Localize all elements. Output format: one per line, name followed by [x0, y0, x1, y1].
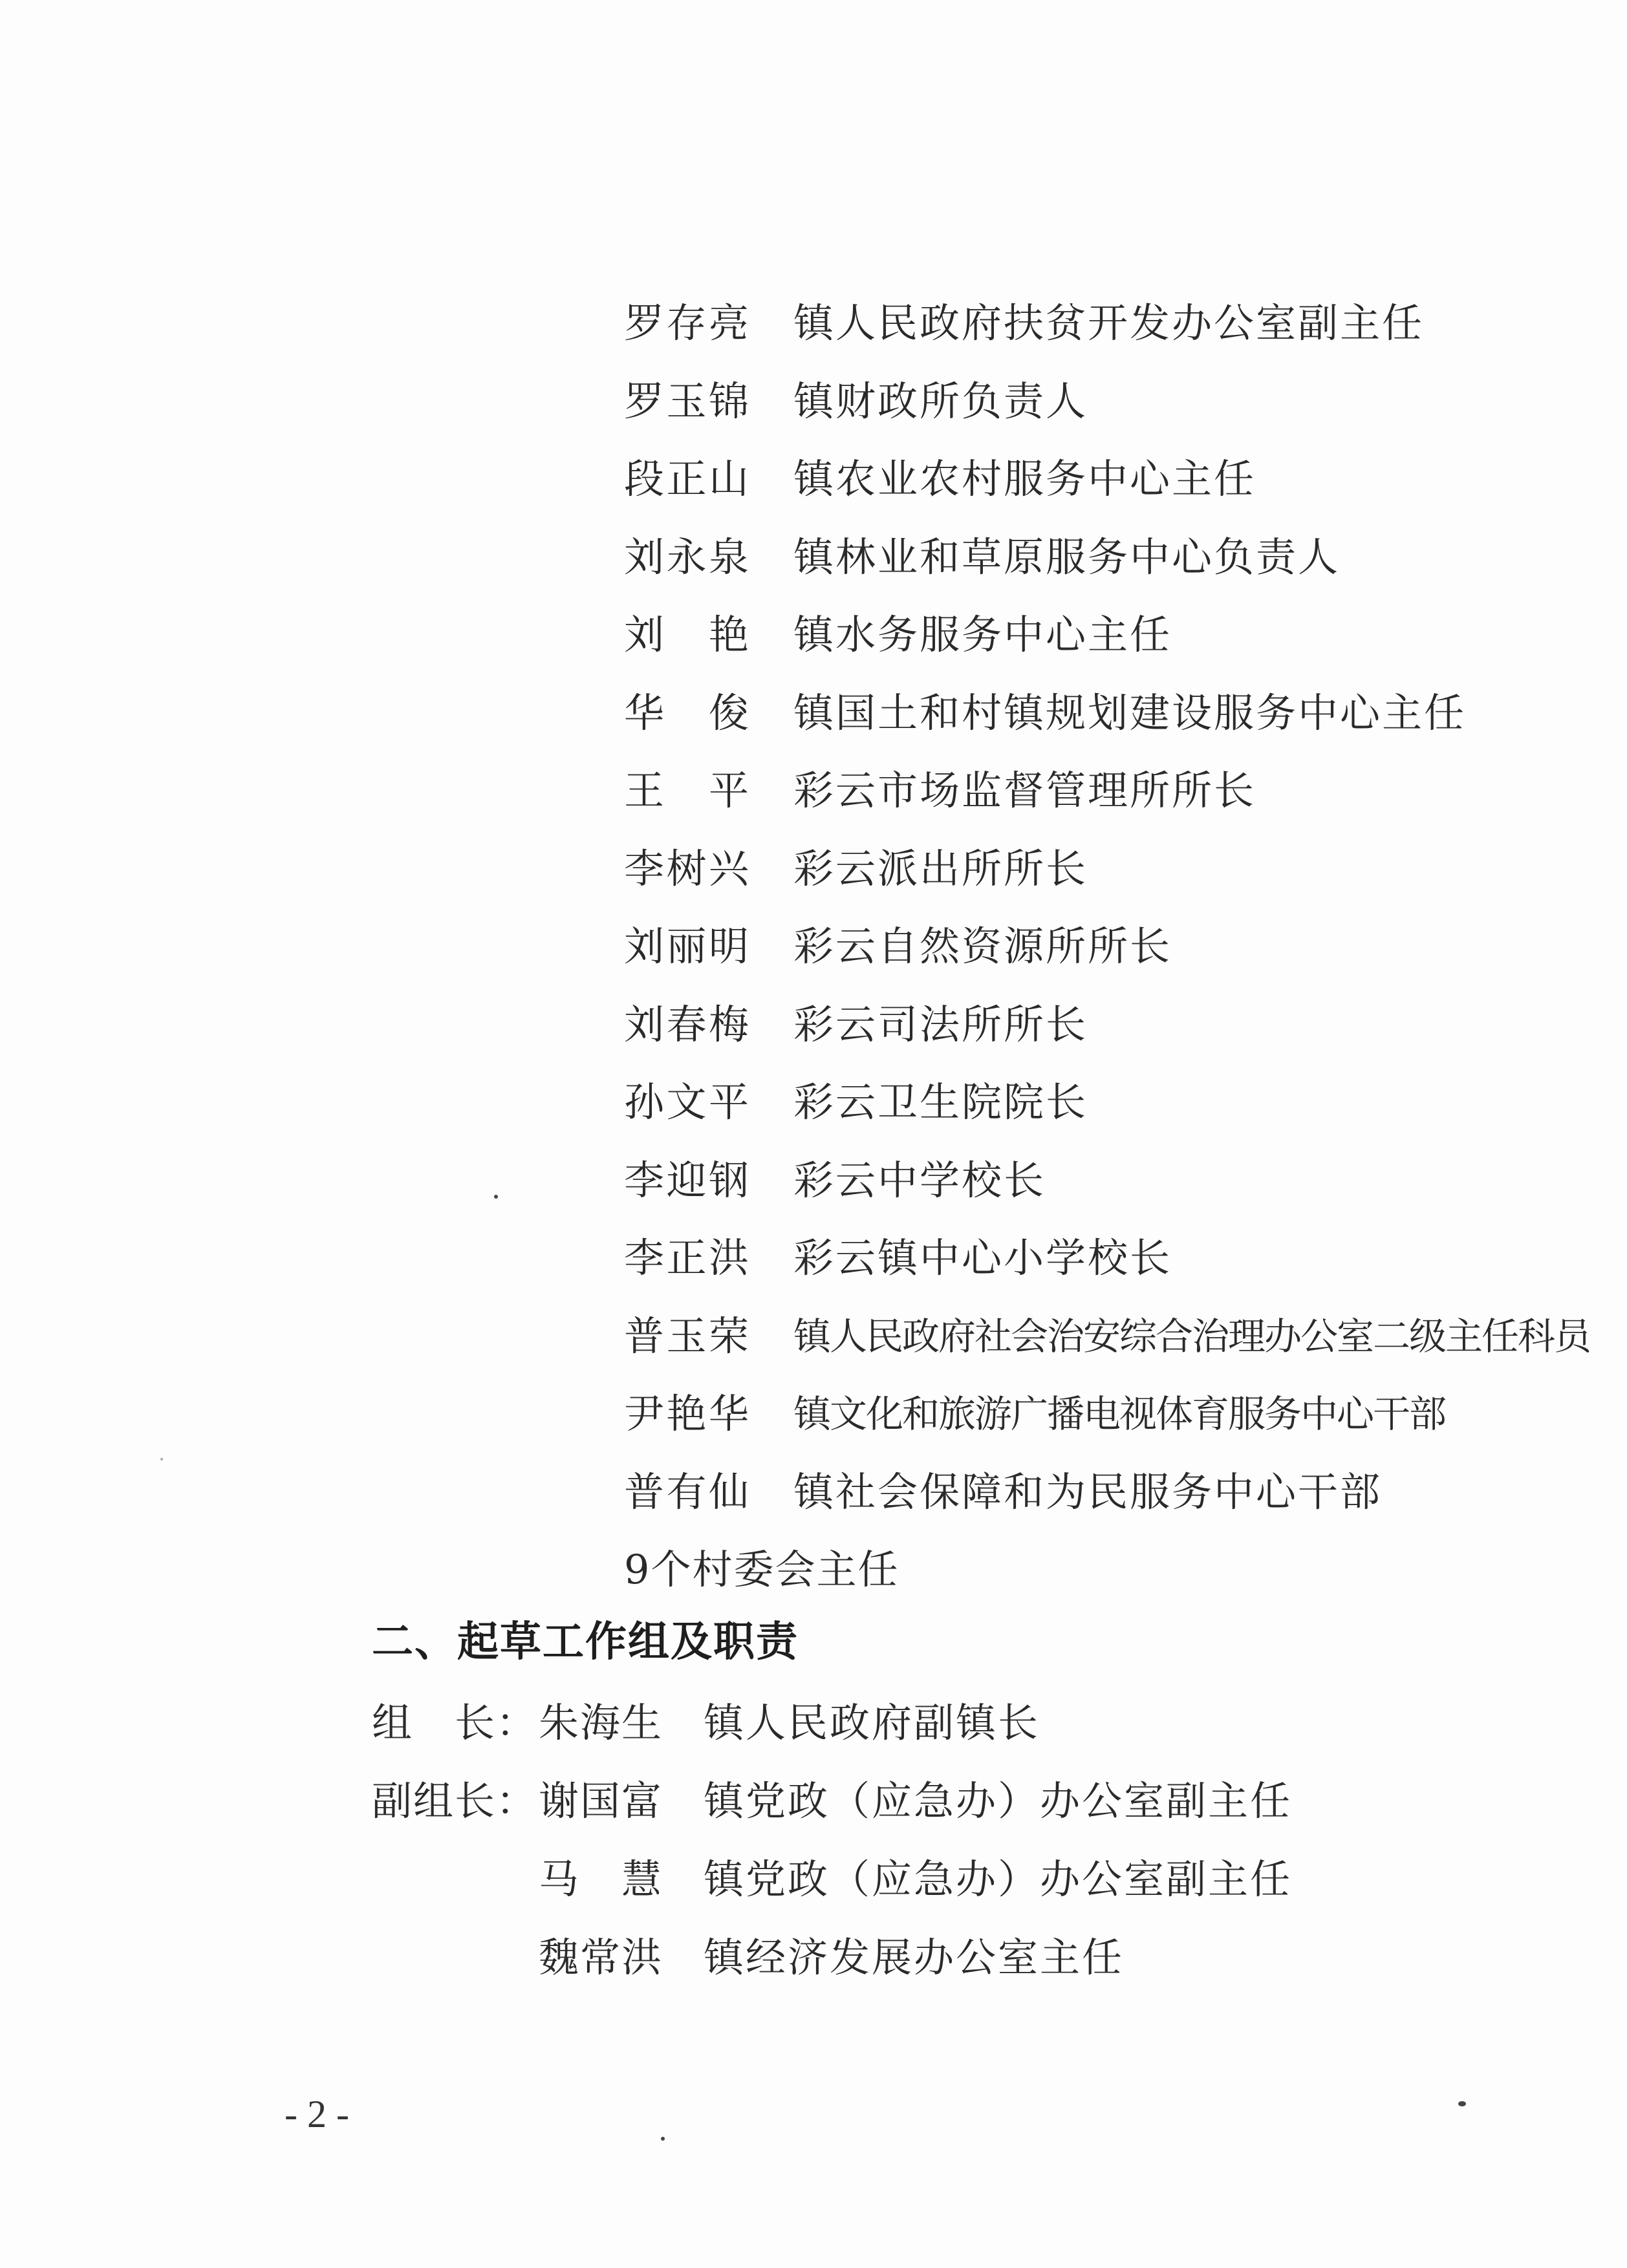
list-item	[624, 830, 1542, 908]
member-role: 镇社会保障和为民服务中心干部	[793, 1468, 1383, 1515]
member-role: 镇人民政府扶贫开发办公室副主任	[793, 299, 1425, 347]
page-number: - 2 -	[285, 2093, 349, 2135]
list-item	[624, 752, 1542, 830]
list-item	[624, 596, 1542, 674]
section-heading: 二、起草工作组及职责	[372, 1618, 799, 1666]
member-role: 镇人民政府社会治安综合治理办公室二级主任科员	[793, 1314, 1591, 1358]
member-role: 彩云市场监督管理所所长	[793, 767, 1256, 814]
list-item	[624, 440, 1542, 519]
list-item	[624, 986, 1542, 1064]
member-role: 彩云自然资源所所长	[793, 923, 1172, 970]
deputy-title: 副组长：	[372, 1777, 538, 1824]
member-role: 镇农业农村服务中心主任	[793, 455, 1256, 502]
list-item	[624, 1064, 1542, 1142]
member-name: 刘 艳	[624, 611, 750, 658]
deputy-name: 马 慧	[539, 1856, 663, 1903]
list-item	[624, 284, 1542, 363]
list-item	[624, 1298, 1591, 1376]
member-role: 彩云镇中心小学校长	[793, 1234, 1172, 1281]
member-name: 刘春梅	[624, 1000, 750, 1048]
member-name: 普有仙	[624, 1468, 750, 1515]
member-role: 镇财政所负责人	[793, 377, 1088, 425]
member-name: 李正洪	[624, 1234, 750, 1281]
list-item	[624, 1219, 1542, 1298]
scan-speck	[661, 2137, 665, 2141]
deputy-role: 镇经济发展办公室主任	[704, 1934, 1125, 1981]
list-item	[624, 519, 1542, 597]
list-item	[624, 1453, 1542, 1532]
group-deputy-row	[372, 1841, 1536, 1919]
list-item	[624, 363, 1542, 441]
village-note-row	[624, 1531, 1542, 1609]
member-name: 王 平	[624, 767, 750, 814]
scan-speck	[1458, 2101, 1466, 2106]
member-role: 彩云中学校长	[793, 1156, 1046, 1204]
member-role: 镇林业和草原服务中心负责人	[793, 533, 1341, 581]
member-name: 尹艳华	[624, 1390, 750, 1437]
leader-title: 组 长：	[372, 1699, 538, 1746]
member-role: 镇水务服务中心主任	[793, 611, 1172, 658]
group-deputy-row	[372, 1919, 1536, 1997]
member-role: 镇文化和旅游广播电视体育服务中心干部	[793, 1392, 1446, 1436]
group-leader-row	[372, 1684, 1536, 1762]
deputy-name: 魏常洪	[539, 1934, 663, 1981]
scan-speck	[160, 1458, 163, 1460]
member-role: 彩云卫生院院长	[793, 1078, 1088, 1126]
member-name: 段正山	[624, 455, 750, 502]
member-name: 罗存亮	[624, 299, 750, 347]
deputy-role: 镇党政（应急办）办公室副主任	[704, 1856, 1293, 1903]
deputy-name: 谢国富	[539, 1777, 663, 1824]
member-name: 罗玉锦	[624, 377, 750, 425]
member-name: 刘丽明	[624, 923, 750, 970]
member-role: 彩云派出所所长	[793, 844, 1088, 892]
member-name: 李树兴	[624, 844, 750, 892]
scan-speck	[494, 1195, 498, 1199]
member-name: 华 俊	[624, 689, 750, 736]
member-name: 普玉荣	[624, 1312, 750, 1360]
member-name: 孙文平	[624, 1078, 750, 1126]
leader-name: 朱海生	[539, 1699, 663, 1746]
list-item	[624, 674, 1542, 753]
member-role: 彩云司法所所长	[793, 1000, 1088, 1048]
drafting-group-list	[372, 1684, 1536, 1997]
list-item	[624, 1142, 1542, 1220]
group-deputy-row	[372, 1762, 1536, 1841]
deputy-role: 镇党政（应急办）办公室副主任	[704, 1777, 1293, 1824]
list-item	[624, 1375, 1542, 1453]
member-name: 李迎钢	[624, 1156, 750, 1204]
member-list	[624, 284, 1591, 1609]
member-name: 刘永泉	[624, 533, 750, 581]
member-role: 镇国土和村镇规划建设服务中心主任	[793, 689, 1467, 736]
village-note: 9个村委会主任	[624, 1546, 900, 1593]
list-item	[624, 908, 1542, 986]
leader-role: 镇人民政府副镇长	[704, 1699, 1040, 1746]
